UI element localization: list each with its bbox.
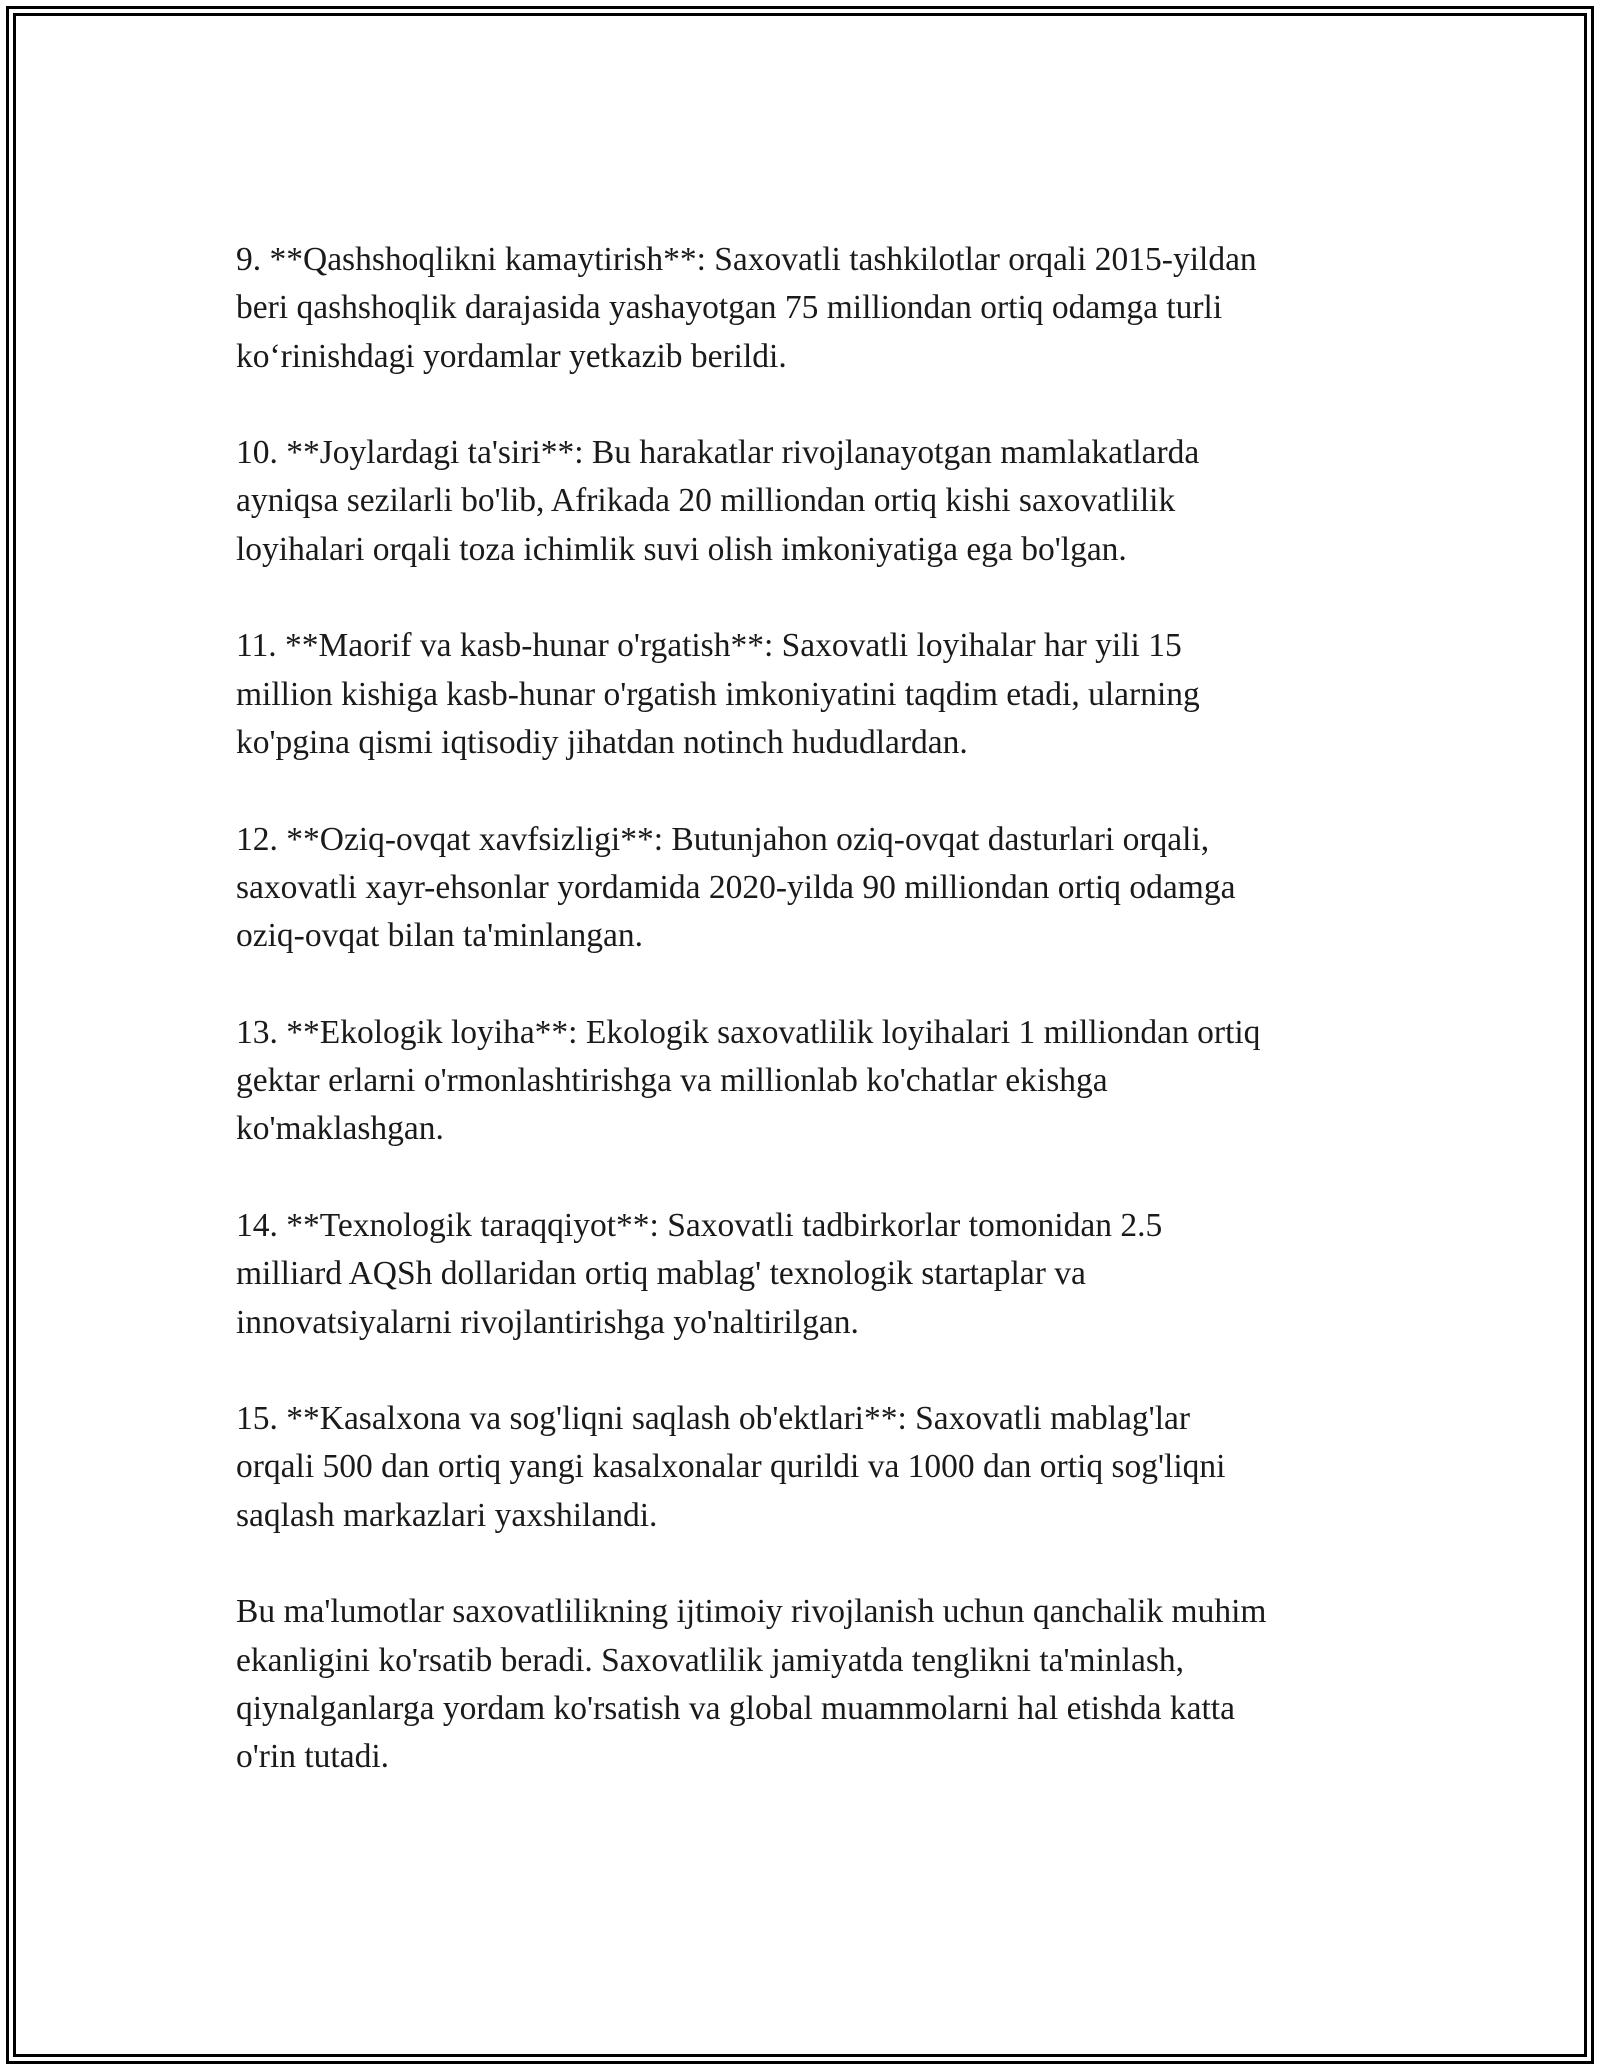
paragraph-item-9: 9. **Qashshoqlikni kamaytirish**: Saxovatli tashkilotlar orqali 2015-yildan beri qashshoqlik darajasida yashayotgan 75 milliondan ortiq odamga turli ko‘rinishdagi yordamlar yetkazib berildi. <box>236 241 1257 375</box>
document-body <box>236 236 1366 1782</box>
paragraph-item-10: 10. **Joylardagi ta'siri**: Bu harakatlar rivojlanayotgan mamlakatlarda ayniqsa sezilarli bo'lib, Afrikada 20 milliondan ortiq kishi saxovatlilik loyihalari orqali toza ichimlik suvi olish imkoniyatiga ega bo'lgan. <box>236 434 1200 568</box>
paragraph-item-12: 12. **Oziq-ovqat xavfsizligi**: Butunjahon oziq-ovqat dasturlari orqali, saxovatli xayr-ehsonlar yordamida 2020-yilda 90 milliondan ortiq odamga oziq-ovqat bilan ta'minlangan. <box>236 820 1236 955</box>
conclusion-paragraph: Bu ma'lumotlar saxovatlilikning ijtimoiy rivojlanish uchun qanchalik muhim ekanligini ko'rsatib beradi. Saxovatlilik jamiyatda tenglikni ta'minlash, qiynalganlarga yordam ko'rsatish va global muammolarni hal etishda katta o'rin tutadi. <box>236 1593 1267 1776</box>
paragraph-item-15: 15. **Kasalxona va sog'liqni saqlash ob'ektlari**: Saxovatli mablag'lar orqali 500 dan ortiq yangi kasalxonalar qurildi va 1000 dan ortiq sog'liqni saqlash markazlari yaxshilandi. <box>236 1400 1226 1534</box>
paragraph-item-14: 14. **Texnologik taraqqiyot**: Saxovatli tadbirkorlar tomonidan 2.5 milliard AQSh dollaridan ortiq mablag' texnologik startaplar va innovatsiyalarni rivojlantirishga yo'naltirilgan. <box>236 1206 1163 1341</box>
paragraph-item-13: 13. **Ekologik loyiha**: Ekologik saxovatlilik loyihalari 1 milliondan ortiq gektar erlarni o'rmonlashtirishga va millionlab ko'chatlar ekishga ko'maklashgan. <box>236 1013 1261 1148</box>
paragraph-item-11: 11. **Maorif va kasb-hunar o'rgatish**: Saxovatli loyihalar har yili 15 million kishiga kasb-hunar o'rgatish imkoniyatini taqdim etadi, ularning ko'pgina qismi iqtisodiy jihatdan notinch hududlardan. <box>236 627 1200 761</box>
